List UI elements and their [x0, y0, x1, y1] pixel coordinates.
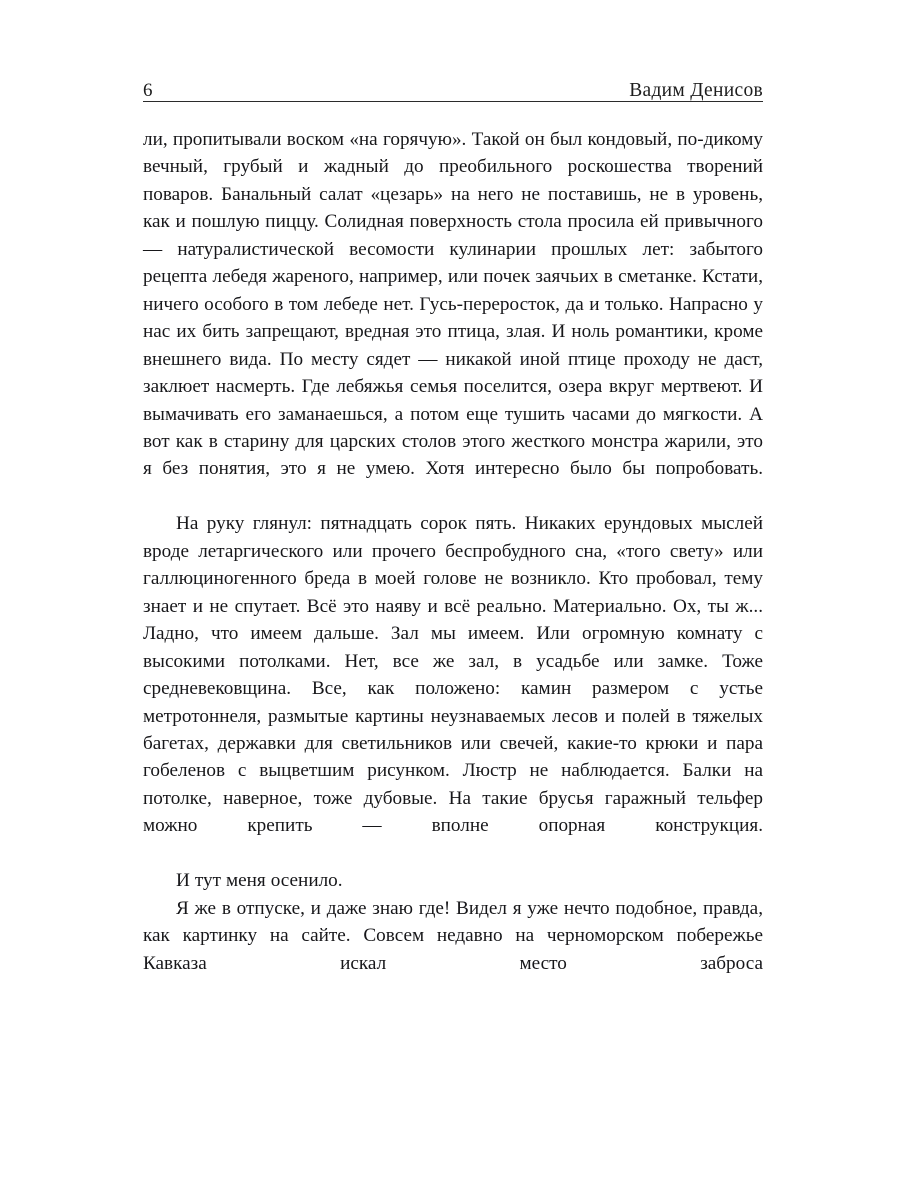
paragraph: На руку глянул: пятнадцать сорок пять. Никаких ерундовых мыслей вроде летаргического или прочего беспробудного сна, «того свету» или галлюциногенного бреда в моей голове не возникло. Кто пробовал, тему знает и не спутает. Всё это наяву и всё реально. Материально. Ох, ты ж... Ладно, что имеем дальше. Зал мы имеем. Или огромную комнату с высокими потолками. Нет, все же зал, в усадьбе или замке. Тоже средневековщина. Все, как положено: камин размером с устье метротоннеля, размытые картины неузнаваемых лесов и полей в тяжелых багетах, державки для светильников или свечей, какие-то крюки и пара гобеленов с выцветшим рисунком. Люстр не наблюдается. Балки на потолке, наверное, тоже дубовые. На такие брусья гаражный тельфер можно крепить — вполне опорная конструкция.: [143, 513, 763, 837]
header-divider: [143, 101, 763, 102]
running-head: [143, 70, 763, 102]
body-text: [143, 126, 763, 1005]
paragraph: И тут меня осенило.: [176, 870, 343, 892]
page-number: 6: [143, 80, 153, 101]
paragraph: ли, пропитывали воском «на горячую». Такой он был кондовый, по-дикому вечный, грубый и жадный до преобильного роскошества творений поваров. Банальный салат «цезарь» на него не поставишь, не в уровень, как и пошлую пиццу. Солидная поверхность стола просила ей привычного — натуралистической весомости кулинарии прошлых лет: забытого рецепта лебедя жареного, например, или почек заячьих в сметанке. Кстати, ничего особого в том лебеде нет. Гусь-переросток, да и только. Напрасно у нас их бить запрещают, вредная это птица, злая. И ноль романтики, кроме внешнего вида. По месту сядет — никакой иной птице проходу не даст, заклюет насмерть. Где лебяжья семья поселится, озера вкруг мертвеют. И вымачивать его заманаешься, а потом еще тушить часами до мягкости. А вот как в старину для царских столов этого жесткого монстра жарили, это я без понятия, это я не умею. Хотя интересно было бы попробовать.: [143, 129, 763, 480]
running-title-author: Вадим Денисов: [629, 80, 763, 101]
paragraph: Я же в отпуске, и даже знаю где! Видел я уже нечто подобное, правда, как картинку на сайте. Совсем недавно на черноморском побережье Кавказа искал место заброса: [143, 897, 763, 974]
